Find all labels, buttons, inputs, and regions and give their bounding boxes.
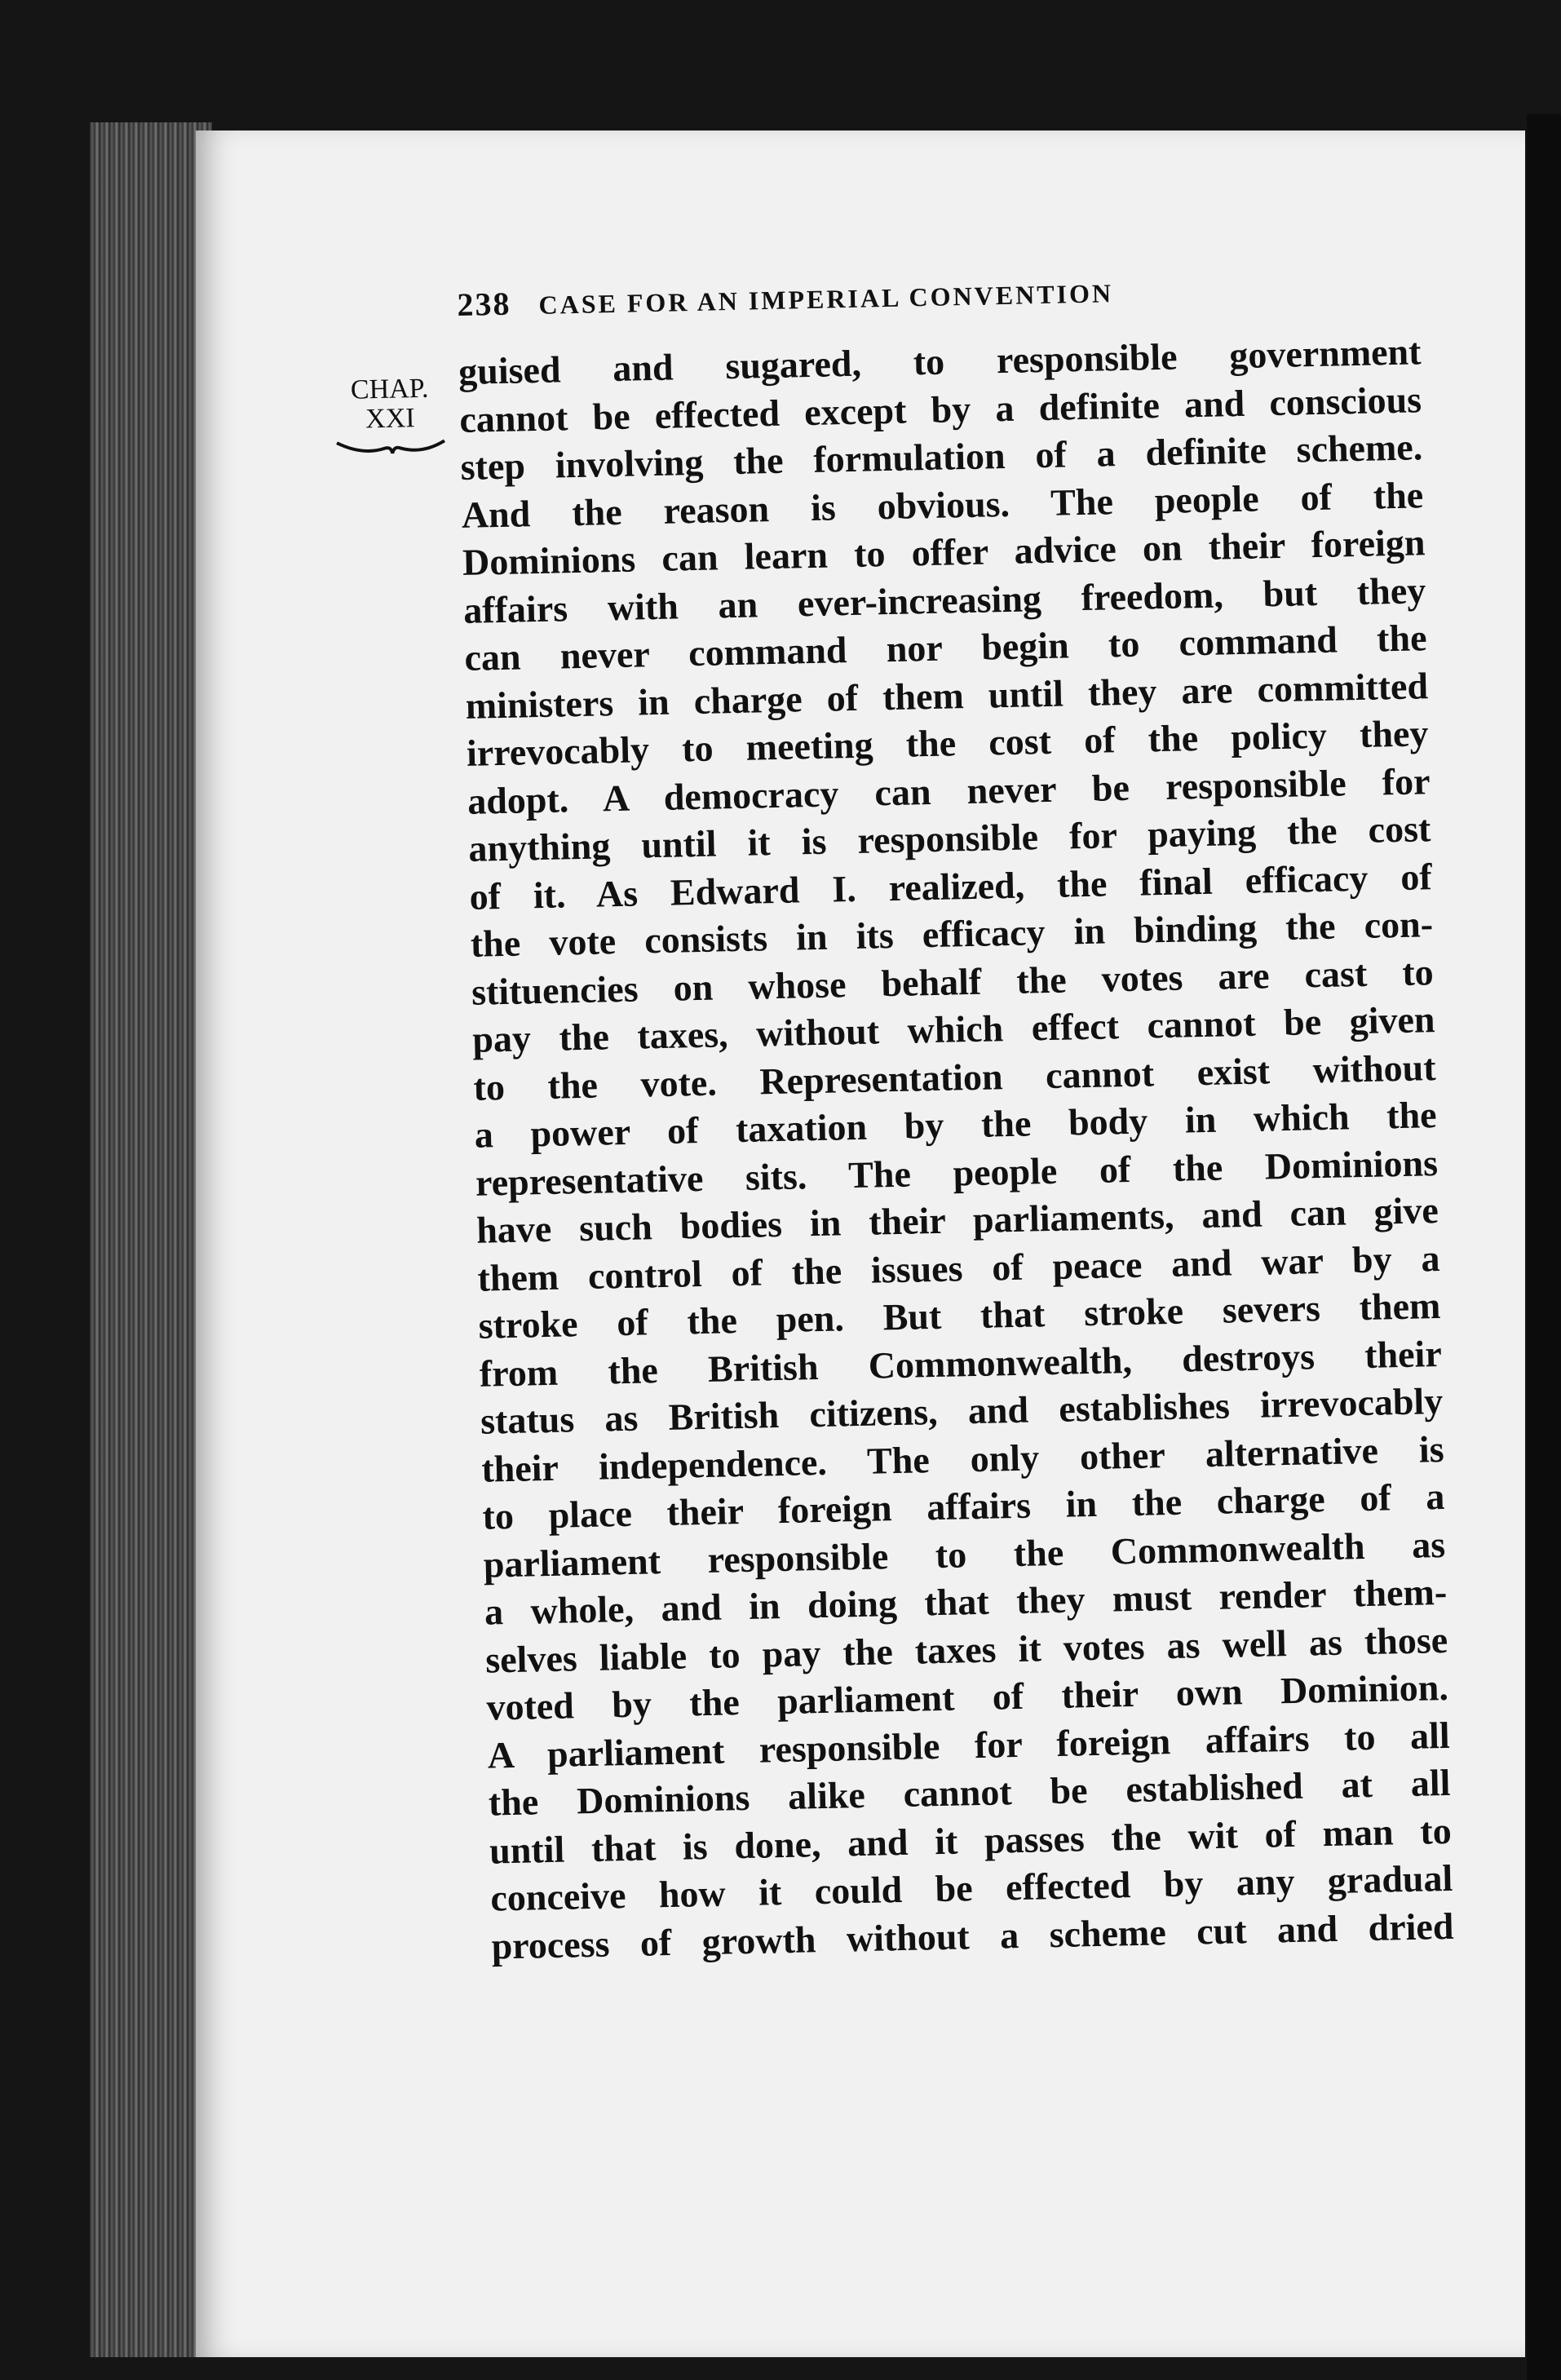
text-line: have such bodies in their parliaments, and can give (475, 1189, 1439, 1251)
text-line: stroke of the pen. But that stroke severs them (478, 1285, 1441, 1347)
text-line: voted by the parliament of their own Dominion. (485, 1666, 1449, 1728)
text-line: And the reason is obvious. The people of the (461, 473, 1424, 536)
text-line: affairs with an ever-increasing freedom, but they (462, 568, 1426, 631)
text-line: of it. As Edward I. realized, the final efficacy of (469, 855, 1433, 918)
page-number: 238 (457, 285, 511, 323)
text-line: Dominions can learn to offer advice on their foreign (462, 521, 1426, 583)
text-line: from the British Commonwealth, destroys their (479, 1332, 1443, 1395)
text-line: guised and sugared, to responsible government (458, 330, 1422, 392)
text-line: them control of the issues of peace and war by a (476, 1236, 1440, 1299)
text-line: selves liable to pay the taxes it votes as well as those (484, 1618, 1448, 1681)
text-line: a power of taxation by the body in which the (474, 1094, 1438, 1156)
chapter-label: CHAP. (350, 373, 429, 405)
text-line: the Dominions alike cannot be established at all (488, 1761, 1451, 1824)
text-line: pay the taxes, without which effect cannot be given (471, 998, 1435, 1060)
text-line: the vote consists in its efficacy in binding the con- (470, 903, 1434, 965)
text-line: stituencies on whose behalf the votes are cast to (471, 950, 1435, 1013)
running-head: CASE FOR AN IMPERIAL CONVENTION (538, 278, 1114, 320)
text-line: parliament responsible to the Commonwealth as (483, 1523, 1446, 1586)
text-line: step involving the formulation of a definite scheme. (460, 426, 1423, 488)
brace-ornament (334, 436, 448, 458)
printed-page (350, 265, 1454, 1970)
text-line: cannot be effected except by a definite and conscious (458, 378, 1422, 440)
text-line: conceive how it could be effected by any gradual (489, 1856, 1453, 1919)
text-line: ministers in charge of them until they are committed (465, 664, 1429, 727)
book-binding-edge (1527, 114, 1561, 2380)
text-line: anything until it is responsible for paying the cost (467, 807, 1431, 869)
text-line: a whole, and in doing that they must render them- (484, 1570, 1448, 1633)
chapter-number: XXI (365, 403, 416, 435)
body-text (458, 328, 1454, 1970)
text-line: process of growth without a scheme cut and dried (491, 1904, 1454, 1967)
text-line: their independence. The only other alternative is (480, 1427, 1445, 1490)
text-line: until that is done, and it passes the wit of man to (489, 1809, 1453, 1872)
book-page-edges (90, 122, 212, 2357)
chapter-margin-note (332, 374, 448, 458)
text-line: irrevocably to meeting the cost of the policy they (466, 712, 1429, 774)
text-line: representative sits. The people of the Dominions (475, 1141, 1439, 1204)
text-line: A parliament responsible for foreign affairs to all (487, 1714, 1451, 1776)
text-line: can never command nor begin to command the (464, 617, 1427, 679)
text-line: to the vote. Representation cannot exist without (473, 1046, 1436, 1108)
text-line: to place their foreign affairs in the charge of a (482, 1475, 1445, 1537)
text-line: status as British citizens, and establishes irrevocably (480, 1379, 1444, 1442)
text-line: adopt. A democracy can never be responsible for (467, 759, 1431, 822)
